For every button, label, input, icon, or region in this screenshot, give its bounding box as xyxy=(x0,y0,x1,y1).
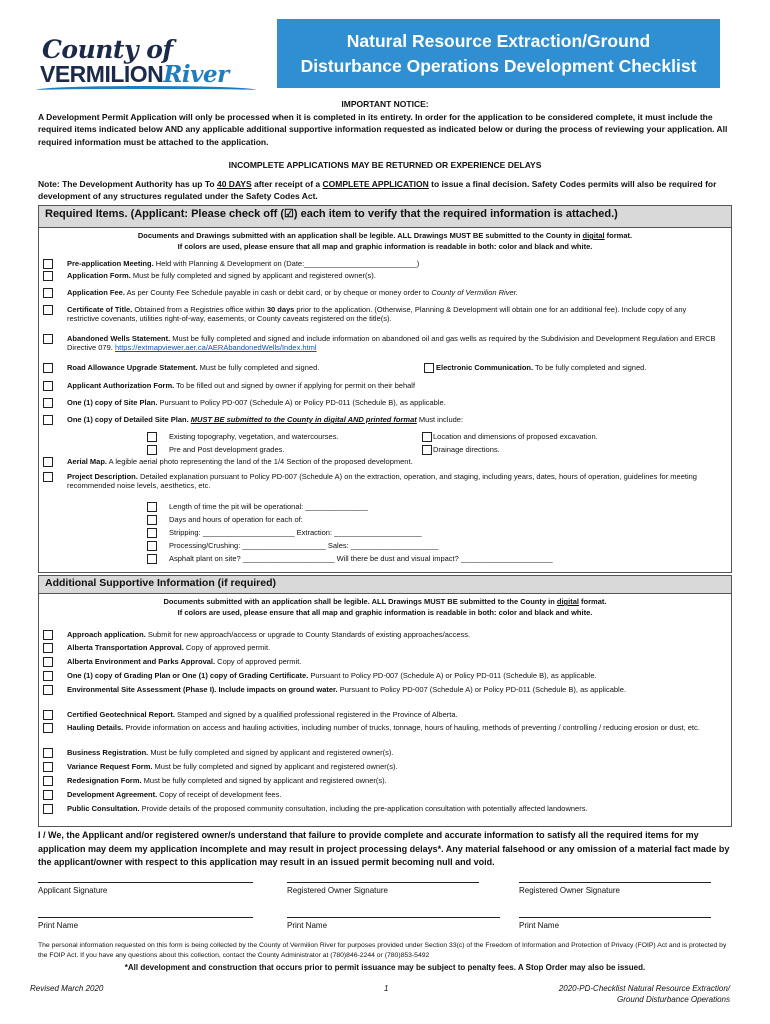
item-text: Stamped and signed by a qualified professional registered in the Province of Alberta. xyxy=(174,710,458,719)
checkbox-business[interactable] xyxy=(43,748,53,758)
item-label: Applicant Authorization Form. xyxy=(67,381,175,390)
subnote-part: format. xyxy=(604,231,633,240)
item-label: One (1) copy of Grading Plan or One (1) copy of Grading Certificate. xyxy=(67,671,309,680)
additional-info-heading: Additional Supportive Information (if required) xyxy=(39,576,731,594)
additional-info-section xyxy=(38,575,732,827)
item-text: Pre and Post development grades. xyxy=(169,445,285,454)
checkbox-aerial-map[interactable] xyxy=(43,457,53,467)
item-text: Days and hours of operation for each of: xyxy=(169,515,303,524)
item-text: Provide information on access and hauling activities, including number of trucks, tonnage, hours of hauling, methods of preventing / controlling / reducing erosion or dust, etc. xyxy=(123,723,700,732)
item-label: Variance Request Form. xyxy=(67,762,153,771)
checkbox-approach[interactable] xyxy=(43,630,53,640)
checkbox-preapp[interactable] xyxy=(43,259,53,269)
logo-swoosh-icon xyxy=(36,86,256,94)
item-text: Obtained from a Registries office within xyxy=(132,305,267,314)
item-label: Application Fee. xyxy=(67,288,125,297)
item-label: Hauling Details. xyxy=(67,723,124,732)
checkbox-environment-parks[interactable] xyxy=(43,657,53,667)
logo-river: River xyxy=(163,61,229,88)
owner-signature-field-2[interactable]: Registered Owner Signature xyxy=(519,882,711,896)
checkbox-grading[interactable] xyxy=(43,671,53,681)
revised-date: Revised March 2020 xyxy=(30,984,104,993)
review-note xyxy=(38,178,732,203)
subnote-part: Documents submitted with an application shall be legible. ALL Drawings MUST BE submitted to the County in xyxy=(163,597,557,606)
item-text: Copy of receipt of development fees. xyxy=(157,790,282,799)
note-complete: COMPLETE APPLICATION xyxy=(322,179,429,189)
checkbox-development-agreement[interactable] xyxy=(43,790,53,800)
title-line-2: Disturbance Operations Development Checklist xyxy=(300,55,697,76)
item-label: Pre-application Meeting. xyxy=(67,259,154,268)
checkbox-processing[interactable] xyxy=(147,541,157,551)
county-logo xyxy=(36,34,270,96)
item-label: Abandoned Wells Statement. xyxy=(67,334,171,343)
checkbox-geotechnical[interactable] xyxy=(43,710,53,720)
item-text: Held with Planning & Development on (Date:___________________________) xyxy=(153,259,420,268)
item-text: Provide details of the proposed community consultation, including the pre-application consultation with potentially affected landowners. xyxy=(139,804,588,813)
penalty-notice: *All development and construction that occurs prior to permit issuance may be subject to penalty fees. A Stop Order may also be issued. xyxy=(124,963,646,972)
item-label: Aerial Map. xyxy=(67,457,108,466)
checkbox-existing-topography[interactable] xyxy=(147,432,157,442)
checkbox-road[interactable] xyxy=(43,363,53,373)
item-label: Application Form. xyxy=(67,271,131,280)
item-label: Certified Geotechnical Report. xyxy=(67,710,175,719)
item-text: MUST BE submitted to the County in digital AND printed format xyxy=(190,415,417,424)
document-code-line-1: 2020-PD-Checklist Natural Resource Extraction/ xyxy=(558,984,730,993)
item-text: Copy of approved permit. xyxy=(215,657,302,666)
item-text: Drainage directions. xyxy=(433,445,500,454)
item-text: As per County Fee Schedule payable in cash or debit card, or by cheque or money order to xyxy=(124,288,432,297)
item-text: A legible aerial photo representing the land of the 1/4 Section of the proposed development. xyxy=(107,457,413,466)
item-label: One (1) copy of Detailed Site Plan. xyxy=(67,415,189,424)
note-days: 40 DAYS xyxy=(216,179,252,189)
item-text: Processing/Crushing: ____________________ Sales: _____________________ xyxy=(169,541,439,550)
checkbox-authorization[interactable] xyxy=(43,381,53,391)
item-text: Must be fully completed and signed by applicant and registered owner(s). xyxy=(148,748,394,757)
subnote-digital: digital xyxy=(582,231,605,240)
checkbox-stripping[interactable] xyxy=(147,528,157,538)
checkbox-appform[interactable] xyxy=(43,271,53,281)
subnote-colors: If colors are used, please ensure that all map and graphic information is readable in both: color and black and white. xyxy=(177,607,593,617)
checkbox-title[interactable] xyxy=(43,305,53,315)
required-subnote xyxy=(39,231,731,252)
item-label: Public Consultation. xyxy=(67,804,140,813)
subnote-digital: digital xyxy=(556,597,579,606)
checkbox-length-of-time[interactable] xyxy=(147,502,157,512)
item-text: Must be fully completed and signed and include information on abandoned oil and gas wells as required by the Subdivision and Development Regulation and ERCB Directive 079. xyxy=(67,334,716,353)
incomplete-warning: INCOMPLETE APPLICATIONS MAY BE RETURNED OR EXPERIENCE DELAYS xyxy=(228,160,542,170)
item-text: Pursuant to Policy PD-007 (Schedule A) or Policy PD-011 (Schedule B), as applicable. xyxy=(157,398,446,407)
checkbox-hauling[interactable] xyxy=(43,723,53,733)
checkbox-transportation[interactable] xyxy=(43,643,53,653)
item-label: Development Agreement. xyxy=(67,790,158,799)
applicant-signature-field[interactable]: Applicant Signature xyxy=(38,882,253,896)
checkbox-location-dimensions[interactable] xyxy=(422,432,432,442)
item-text: Asphalt plant on site? ______________________ Will there be dust and visual impact? ______________________ xyxy=(169,554,553,563)
page-title xyxy=(277,19,720,88)
item-text: prior to the application. (Otherwise, Planning & Development will obtain one for an additional fee). Include copy of any restrictive covenants, utilities right-of-way, easements, or County caveats registered on the title(s). xyxy=(67,305,687,324)
item-text: Copy of approved permit. xyxy=(183,643,271,652)
notice-body: A Development Permit Application will only be processed when it is completed in its entirety. In order for the application to be considered complete, it must include the required items indicated below AND any applicable additional supportive information requested as indicated below or during the process of reviewing your application. All required information must be attached to the application. xyxy=(38,112,728,147)
item-label: Alberta Environment and Parks Approval. xyxy=(67,657,216,666)
checkbox-detailed-site-plan[interactable] xyxy=(43,415,53,425)
owner-signature-field-1[interactable]: Registered Owner Signature xyxy=(287,882,479,896)
document-code-line-2: Ground Disturbance Operations xyxy=(617,995,730,1005)
item-text: Submit for new approach/access or upgrade to County Standards of existing approaches/access. xyxy=(145,630,471,639)
subnote-colors: If colors are used, please ensure that all map and graphic information is readable in both: color and black and white. xyxy=(177,241,593,251)
item-label: Certificate of Title. xyxy=(67,305,133,314)
print-name-field-1[interactable]: Print Name xyxy=(38,917,253,931)
privacy-statement: The personal information requested on this form is being collected by the County of Vermilion River for purposes provided under Section 33(c) of the Freedom of Information and Protection of Privacy (FOIP) Act and is protected by the FOIP Act. If you have any questions about this collection, contact the County Administrator at (780)846-2244 or (780)853-5492 xyxy=(38,942,727,959)
item-label: Electronic Communication. xyxy=(436,363,534,372)
checkbox-asphalt[interactable] xyxy=(147,554,157,564)
checkbox-pre-post-grades[interactable] xyxy=(147,445,157,455)
item-text: Pursuant to Policy PD-007 (Schedule A) or Policy PD-011 (Schedule B), as applicable. xyxy=(308,671,597,680)
item-text: Length of time the pit will be operational: _______________ xyxy=(169,502,368,511)
item-label: One (1) copy of Site Plan. xyxy=(67,398,158,407)
item-label: Road Allowance Upgrade Statement. xyxy=(67,363,198,372)
checkbox-wells[interactable] xyxy=(43,334,53,344)
checkbox-esa[interactable] xyxy=(43,685,53,695)
checkbox-days-hours[interactable] xyxy=(147,515,157,525)
item-label: Environmental Site Assessment (Phase I). Include impacts on ground water. xyxy=(67,685,338,694)
item-label: Alberta Transportation Approval. xyxy=(67,643,184,652)
checkbox-fee[interactable] xyxy=(43,288,53,298)
item-text: Stripping: ______________________ Extraction: _____________________ xyxy=(169,528,422,537)
checkbox-public-consultation[interactable] xyxy=(43,804,53,814)
item-text: Existing topography, vegetation, and watercourses. xyxy=(169,432,339,441)
item-label: Business Registration. xyxy=(67,748,149,757)
title-line-1: Natural Resource Extraction/Ground xyxy=(346,31,651,51)
item-label: Approach application. xyxy=(67,630,146,639)
checkbox-project-description[interactable] xyxy=(43,472,53,482)
checkbox-drainage[interactable] xyxy=(422,445,432,455)
checkbox-variance[interactable] xyxy=(43,762,53,772)
item-text: Pursuant to Policy PD-007 (Schedule A) or Policy PD-011 (Schedule B), as applicable. xyxy=(337,685,626,694)
item-label: Project Description. xyxy=(67,472,138,481)
additional-subnote xyxy=(39,597,731,618)
item-text: 30 days xyxy=(266,305,295,314)
print-name-field-2[interactable]: Print Name xyxy=(287,917,500,931)
print-name-field-3[interactable]: Print Name xyxy=(519,917,711,931)
item-text: Detailed explanation pursuant to Policy PD-007 (Schedule A) on the extraction, operation, and staging, including years, dates, hours of operation, guidelines for meeting recommended noise levels, aesthetics, etc. xyxy=(67,472,697,491)
item-text: To be fully completed and signed. xyxy=(533,363,647,372)
document-code xyxy=(470,983,730,1005)
item-text: Location and dimensions of proposed excavation. xyxy=(433,432,598,441)
checkbox-site-plan[interactable] xyxy=(43,398,53,408)
note-part: after receipt of a xyxy=(251,179,323,189)
item-text: Must be fully completed and signed by applicant and registered owner(s). xyxy=(152,762,398,771)
note-part: Note: The Development Authority has up To xyxy=(38,179,217,189)
item-text: Must be fully completed and signed. xyxy=(197,363,320,372)
item-text: County of Vermilion River. xyxy=(431,288,518,297)
required-items-heading: Required Items. (Applicant: Please check off (☑) each item to verify that the required information is attached.) xyxy=(39,206,731,228)
checkbox-redesignation[interactable] xyxy=(43,776,53,786)
subnote-part: Documents and Drawings submitted with an application shall be legible. ALL Drawings MUST BE submitted to the County in xyxy=(137,231,583,240)
required-items-section xyxy=(38,205,732,573)
wells-link[interactable]: https://extmapviewer.aer.ca/AERAbandonedWells/Index.html xyxy=(114,343,317,353)
page-number: 1 xyxy=(384,984,389,993)
item-text: To be filled out and signed by owner if applying for permit on their behalf xyxy=(174,381,416,390)
item-label: Redesignation Form. xyxy=(67,776,142,785)
item-text: Must be fully completed and signed by applicant and registered owner(s). xyxy=(130,271,376,280)
logo-county-text: County of xyxy=(42,35,173,64)
notice-heading: IMPORTANT NOTICE: xyxy=(341,99,429,109)
item-text: Must include: xyxy=(416,415,464,424)
item-text: Must be fully completed and signed by applicant and registered owner(s). xyxy=(141,776,387,785)
declaration: I / We, the Applicant and/or registered owner/s understand that failure to provide complete and accurate information to satisfy all the required items for my application may deem my application incomplete and may result in project processing delays*. Any material falsehood or any omission of a material fact made by the applicant/owner with respect to this application may result in an issued permit becoming null and void. xyxy=(38,830,730,867)
checkbox-electronic[interactable] xyxy=(424,363,434,373)
subnote-part: format. xyxy=(578,597,607,606)
note-part: to issue a final decision. Safety Codes permits will also be required for development of any structures regulated under the Safety Codes Act. xyxy=(38,179,717,202)
logo-vermilion: VERMILION xyxy=(40,61,164,87)
